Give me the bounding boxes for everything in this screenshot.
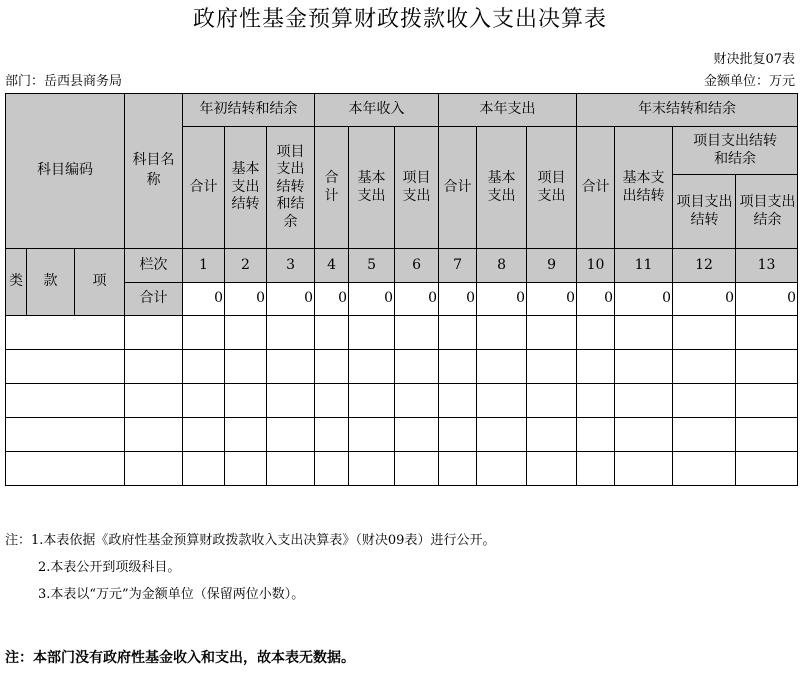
header-end-basic-carry: 基本支出结转 [615, 127, 673, 249]
header-income-total: 合计 [315, 127, 349, 249]
report-title: 政府性基金预算财政拨款收入支出决算表 [192, 7, 607, 32]
header-income-basic: 基本支出 [349, 127, 395, 249]
column-number: 9 [527, 249, 577, 283]
header-begin-total: 合计 [183, 127, 225, 249]
total-value: 0 [527, 283, 577, 316]
total-value: 0 [267, 283, 315, 316]
header-class: 类 [6, 249, 27, 316]
column-number: 3 [267, 249, 315, 283]
total-value: 0 [183, 283, 225, 316]
total-value: 0 [615, 283, 673, 316]
column-number: 1 [183, 249, 225, 283]
column-number: 7 [439, 249, 477, 283]
header-begin-balance: 年初结转和结余 [183, 94, 315, 127]
header-end-total: 合计 [577, 127, 615, 249]
table-row [6, 384, 798, 418]
header-year-income: 本年收入 [315, 94, 439, 127]
header-subject-name: 科目名称 [125, 94, 183, 249]
header-subject-code: 科目编码 [6, 94, 125, 249]
header-expense-basic: 基本支出 [477, 127, 527, 249]
column-number: 8 [477, 249, 527, 283]
header-begin-project-carry-balance: 项目支出结转和结余 [267, 127, 315, 249]
column-number: 5 [349, 249, 395, 283]
total-value: 0 [736, 283, 798, 316]
header-end-project-carry: 项目支出结转 [673, 175, 736, 249]
total-row-label: 合计 [125, 283, 183, 316]
total-value: 0 [439, 283, 477, 316]
no-data-footnote: 注：本部门没有政府性基金收入和支出，故本表无数据。 [5, 650, 355, 666]
total-value: 0 [477, 283, 527, 316]
header-column-no: 栏次 [125, 249, 183, 283]
budget-table [5, 93, 798, 486]
department-label: 部门：岳西县商务局 [5, 74, 123, 89]
header-expense-project: 项目支出 [527, 127, 577, 249]
column-number: 13 [736, 249, 798, 283]
notes [5, 527, 495, 608]
header-income-project: 项目支出 [395, 127, 439, 249]
header-end-project-group: 项目支出结转和结余 [673, 127, 798, 175]
table-row [6, 316, 798, 350]
total-value: 0 [577, 283, 615, 316]
note-line: 2.本表公开到项级科目。 [38, 560, 181, 575]
table-row [6, 350, 798, 384]
column-number: 12 [673, 249, 736, 283]
column-number: 10 [577, 249, 615, 283]
header-end-project-balance: 项目支出结余 [736, 175, 798, 249]
total-value: 0 [315, 283, 349, 316]
note-line: 注：1.本表依据《政府性基金预算财政拨款收入支出决算表》（财决09表）进行公开。 [5, 533, 496, 548]
total-value: 0 [349, 283, 395, 316]
column-number: 2 [225, 249, 267, 283]
amount-unit-label: 金额单位：万元 [703, 74, 795, 89]
header-year-expense: 本年支出 [439, 94, 577, 127]
header-expense-total: 合计 [439, 127, 477, 249]
table-row [6, 418, 798, 452]
header-section: 款 [27, 249, 75, 316]
table-row [6, 452, 798, 486]
header-item: 项 [75, 249, 125, 316]
column-number: 4 [315, 249, 349, 283]
total-value: 0 [395, 283, 439, 316]
note-line: 3.本表以“万元”为金额单位（保留两位小数）。 [38, 587, 305, 602]
total-value: 0 [673, 283, 736, 316]
column-number: 6 [395, 249, 439, 283]
header-end-balance: 年末结转和结余 [577, 94, 798, 127]
header-begin-basic-carry: 基本支出结转 [225, 127, 267, 249]
column-number: 11 [615, 249, 673, 283]
total-value: 0 [225, 283, 267, 316]
form-number: 财决批复07表 [713, 52, 795, 67]
